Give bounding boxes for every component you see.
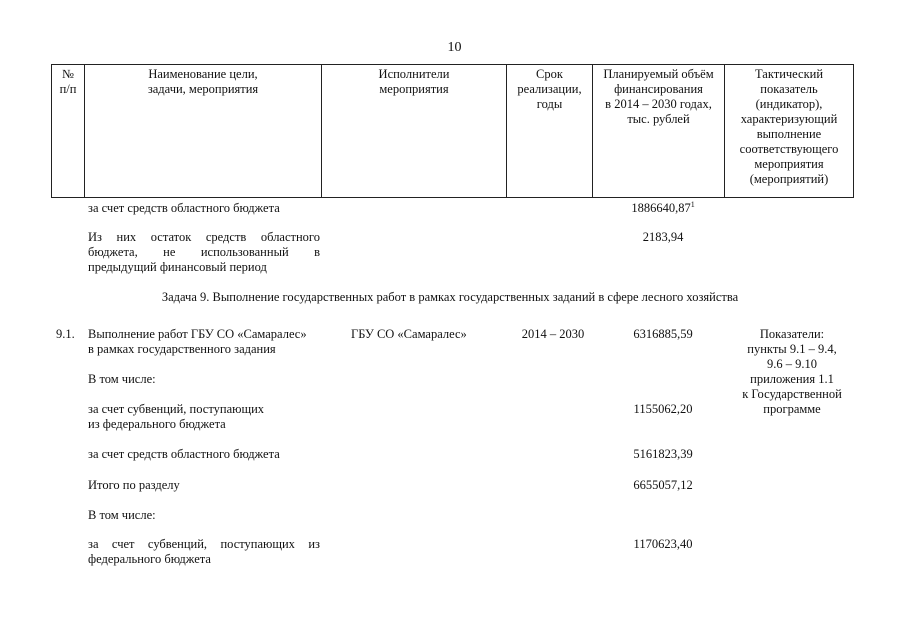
remainder-value: 2183,94 bbox=[642, 230, 684, 244]
item-sum: 6316885,59 bbox=[633, 327, 693, 341]
item-number: 9.1. bbox=[56, 327, 75, 341]
task-title: Задача 9. Выполнение государственных работ в рамках государственных заданий в сфере лесного хозяйства bbox=[161, 290, 739, 304]
header-financing: Планируемый объём финансирования в 2014 – 2030 годах, тыс. рублей bbox=[593, 65, 725, 198]
item-federal-value: 1155062,20 bbox=[633, 402, 693, 416]
header-name: Наименование цели, задачи, мероприятия bbox=[85, 65, 322, 198]
item-regional-value: 5161823,39 bbox=[633, 447, 693, 461]
table-header bbox=[51, 64, 854, 198]
header-indicator: Тактический показатель (индикатор), характеризующий выполнение соответствующего мероприятия (мероприятий) bbox=[725, 65, 854, 198]
item-regional-label: за счет средств областного бюджета bbox=[88, 447, 280, 461]
item-name: Выполнение работ ГБУ СО «Самаралес» в рамках государственного задания bbox=[88, 327, 307, 356]
header-term: Срок реализации, годы bbox=[507, 65, 593, 198]
item-indicator: Показатели: пункты 9.1 – 9.4, 9.6 – 9.10 приложения 1.1 к Государственной программе bbox=[742, 327, 842, 416]
section-federal-value: 1170623,40 bbox=[633, 537, 693, 551]
regional-budget-amount: 1886640,87 bbox=[631, 201, 691, 215]
regional-budget-label: за счет средств областного бюджета bbox=[88, 201, 280, 215]
remainder-label: Из них остаток средств областного бюджета, не использованный в предыдущий финансовый период bbox=[88, 230, 320, 274]
section-total-label: Итого по разделу bbox=[88, 478, 180, 492]
regional-budget-value bbox=[600, 201, 726, 216]
section-including-label: В том числе: bbox=[88, 508, 156, 522]
section-federal-label: за счет субвенций, поступающих из федерального бюджета bbox=[88, 537, 320, 566]
item-term: 2014 – 2030 bbox=[521, 327, 585, 341]
footnote-mark: 1 bbox=[690, 199, 695, 209]
header-number: № п/п bbox=[52, 65, 85, 198]
page-number: 10 bbox=[447, 40, 462, 55]
header-executors: Исполнители мероприятия bbox=[322, 65, 507, 198]
item-executor: ГБУ СО «Самаралес» bbox=[351, 327, 467, 341]
item-including-label: В том числе: bbox=[88, 372, 156, 386]
item-federal-label: за счет субвенций, поступающих из федерального бюджета bbox=[88, 402, 265, 431]
section-total-value: 6655057,12 bbox=[633, 478, 693, 492]
